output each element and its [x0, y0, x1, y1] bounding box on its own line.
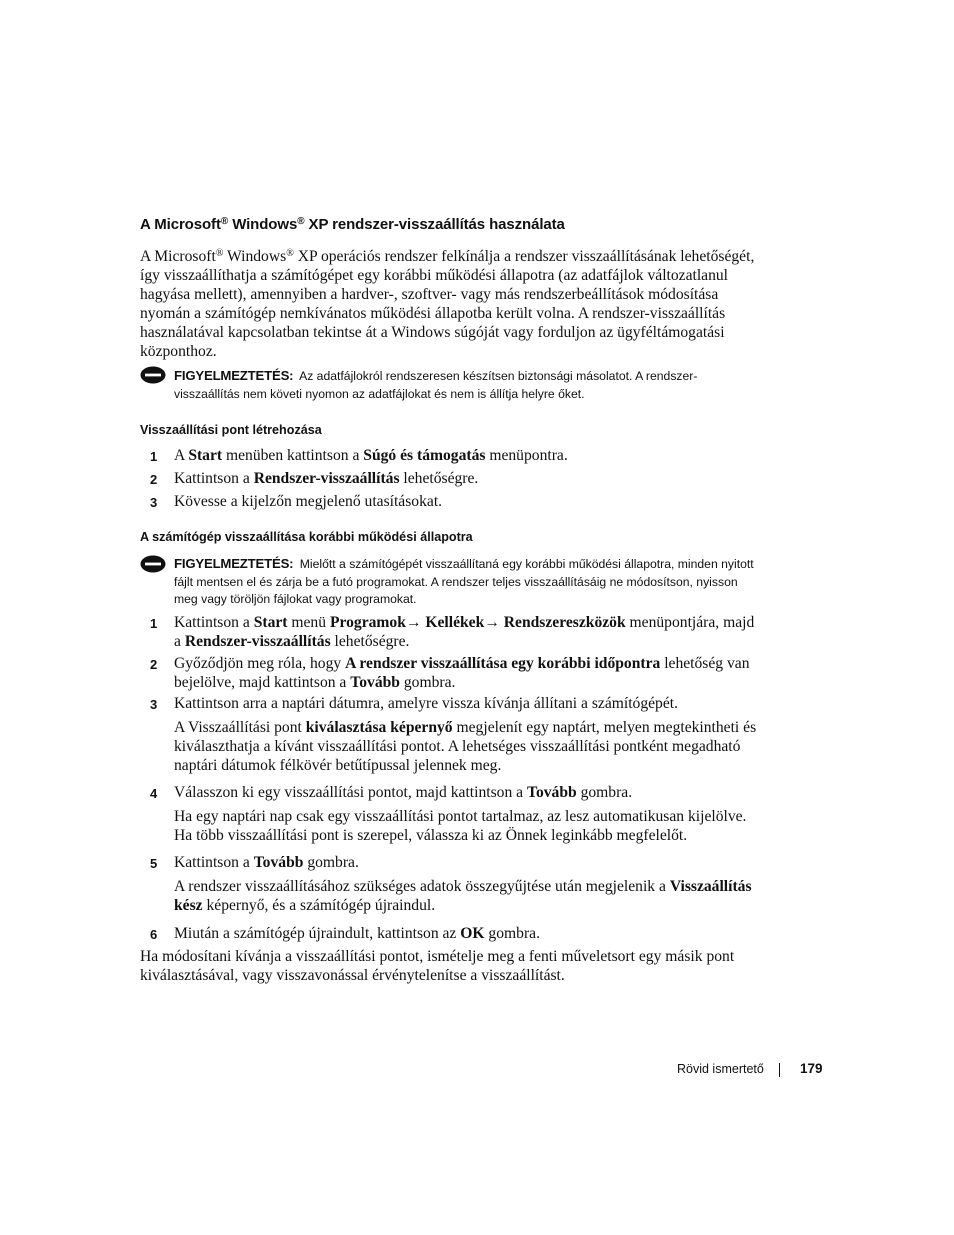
step-number: 3: [150, 495, 158, 510]
notice-text: Az adatfájlokról rendszeresen készítsen biztonsági másolatot. A rendszer-visszaállítás nem követi nyomon az adatfájlokat és nem is állítja helyre őket.: [174, 369, 698, 401]
notice-label: FIGYELMEZTETÉS:: [174, 368, 294, 383]
step-number: 1: [150, 616, 158, 631]
page-number: 179: [800, 1061, 823, 1076]
subheading-restore: A számítógép visszaállítása korábbi működési állapotra: [140, 530, 473, 544]
step-number: 4: [150, 786, 158, 801]
step-number: 5: [150, 856, 158, 871]
step-number: 6: [150, 927, 158, 942]
closing-paragraph: Ha módosítani kívánja a visszaállítási pontot, ismételje meg a fenti műveletsort egy másik pont kiválasztásával, vagy visszavonással érvénytelenítse a visszaállítást.: [140, 948, 735, 984]
footer-section-label: Rövid ismertető: [677, 1062, 764, 1076]
step-number: 2: [150, 657, 158, 672]
step-number: 1: [150, 449, 158, 464]
footer-divider: [779, 1063, 780, 1077]
notice-icon: [140, 555, 166, 573]
notice-label: FIGYELMEZTETÉS:: [174, 556, 294, 571]
step-number: 2: [150, 472, 158, 487]
step-number: 3: [150, 697, 158, 712]
notice-text: Mielőtt a számítógépét visszaállítaná egy korábbi működési állapotra, minden nyitott fájlt mentsen el és zárja be a futó programokat. A rendszer teljes visszaállításáig ne módosítson, nyisson meg vagy töröljön fájlokat vagy programokat.: [174, 557, 754, 606]
intro-paragraph: A Microsoft® Windows® XP operációs rendszer felkínálja a rendszer visszaállításának lehetőségét, így visszaállíthatja a számítógépet egy korábbi működési állapotra (az adatfájlok változatlanul hagyása mellett), amennyiben a hardver-, szoftver- vagy más rendszerbeállítások módosítása nyomán a számítógép nemkívánatos működési állapotba került volna. A rendszer-visszaállítás használatával kapcsolatban tekintse át a Windows súgóját vagy forduljon az ügyféltámogatási központhoz.: [140, 248, 755, 360]
notice-icon: [140, 366, 166, 384]
subheading-create-point: Visszaállítási pont létrehozása: [140, 423, 322, 437]
section-heading: A Microsoft® Windows® XP rendszer-visszaállítás használata: [140, 216, 565, 233]
